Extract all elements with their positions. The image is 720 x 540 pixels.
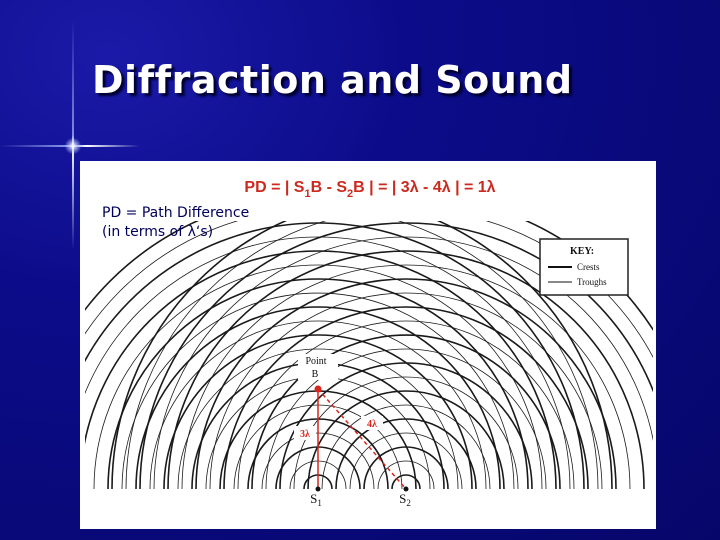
point-b-label-line1: Point bbox=[305, 356, 327, 367]
source-1-sub: 1 bbox=[317, 498, 322, 508]
equation-sub-1: 1 bbox=[304, 188, 311, 200]
wave-front-s2-3 bbox=[364, 447, 448, 489]
equation-part-pd: PD = | S bbox=[244, 179, 305, 196]
path1-length-label: 3λ bbox=[300, 429, 310, 440]
wave-front-s2-15 bbox=[196, 279, 616, 489]
key-troughs-label: Troughs bbox=[577, 277, 607, 287]
sparkle-star bbox=[64, 138, 82, 154]
source-2-sub: 2 bbox=[406, 498, 411, 508]
equation-part-rest: B | = | 3λ - 4λ | = 1λ bbox=[353, 179, 496, 196]
sparkle-horizontal-line bbox=[0, 145, 140, 147]
note-line-2: (in terms of λ‘s) bbox=[102, 224, 214, 240]
path-difference-equation bbox=[244, 179, 495, 200]
sparkle-vertical-line bbox=[72, 20, 74, 250]
note-line-1: PD = Path Difference bbox=[102, 205, 250, 221]
source-1-label bbox=[310, 491, 322, 508]
key-crests-label: Crests bbox=[577, 262, 600, 272]
source-2-letter: S bbox=[399, 491, 407, 506]
key-legend bbox=[540, 239, 628, 295]
source-2-label bbox=[399, 491, 411, 508]
wave-front-s2-5 bbox=[336, 419, 476, 489]
slide-title: Diffraction and Sound bbox=[92, 58, 573, 102]
point-b-marker bbox=[315, 386, 322, 393]
path2-length-label: 4λ bbox=[367, 419, 377, 430]
equation-part-mid: B - S bbox=[310, 179, 348, 196]
key-title: KEY: bbox=[570, 246, 595, 257]
point-b-label-line2: B bbox=[311, 369, 319, 380]
path-difference-note bbox=[102, 204, 249, 242]
path-s2-to-b bbox=[318, 389, 406, 489]
equation-sub-2: 2 bbox=[347, 188, 354, 200]
interference-diagram bbox=[80, 161, 656, 529]
source-1-letter: S bbox=[310, 491, 318, 506]
